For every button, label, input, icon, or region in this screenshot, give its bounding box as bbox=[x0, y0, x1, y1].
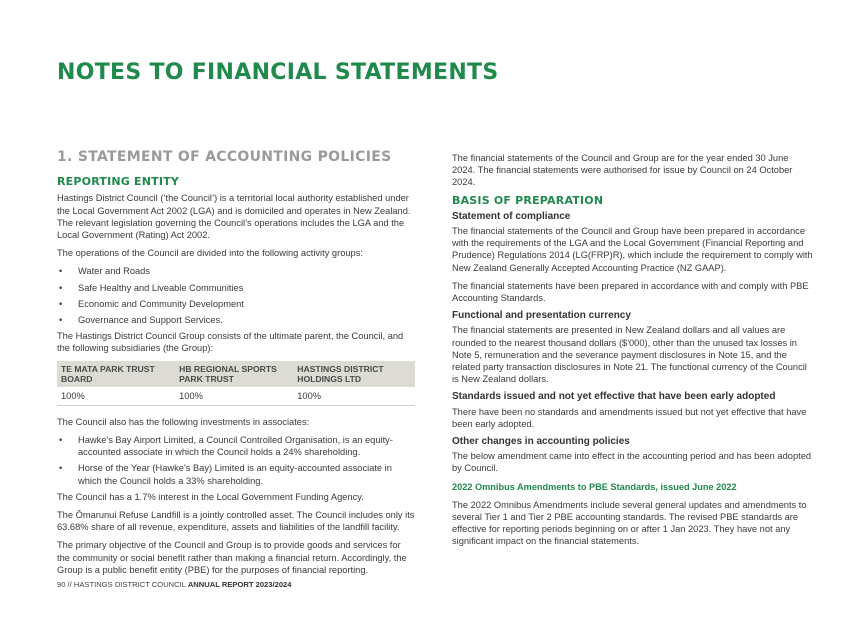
other-changes-heading: Other changes in accounting policies bbox=[452, 436, 630, 448]
footer-report-title: ANNUAL REPORT 2023/2024 bbox=[187, 580, 292, 589]
standards-heading: Standards issued and not yet effective that have been early adopted bbox=[452, 391, 776, 403]
reporting-entity-paragraph: Hastings District Council (‘the Council’) is a territorial local authority established under the Local Government Act 2002 (LGA) and is domiciled and operates in New Zealand. The relevant legislation governing the Council’s operations includes the LGA and the Local Government (Rating) Act 2002. bbox=[57, 193, 411, 241]
objective-paragraph: The primary objective of the Council and Group is to provide goods and services for the community or social benefit rather than making a financial return. Accordingly, the Group is a public benefit entity (PBE) for the purposes of financial reporting. bbox=[57, 540, 407, 575]
page-footer bbox=[57, 580, 292, 589]
compliance-heading: Statement of compliance bbox=[452, 210, 571, 222]
table-header: HASTINGS DISTRICT HOLDINGS LTD bbox=[293, 361, 415, 387]
list-item: • Horse of the Year (Hawke's Bay) Limited is an equity-accounted associate in which the Council holds a 33% shareholding. bbox=[57, 462, 415, 486]
list-item: • Water and Roads bbox=[57, 265, 415, 277]
footer-text: 90 // HASTINGS DISTRICT COUNCIL bbox=[57, 580, 188, 589]
table-header-row bbox=[57, 361, 415, 387]
associates-intro: The Council also has the following investments in associates: bbox=[57, 416, 310, 427]
reporting-entity-heading: REPORTING ENTITY bbox=[57, 175, 180, 189]
list-item: • Governance and Support Services. bbox=[57, 314, 415, 326]
table-header: TE MATA PARK TRUST BOARD bbox=[57, 361, 175, 387]
omnibus-heading: 2022 Omnibus Amendments to PBE Standards, issued June 2022 bbox=[452, 481, 737, 492]
list-item: • Safe Healthy and Liveable Communities bbox=[57, 282, 415, 294]
right-column bbox=[452, 152, 814, 554]
associates-list bbox=[57, 434, 415, 487]
landfill-paragraph: The Ōmarunui Refuse Landfill is a jointly controlled asset. The Council includes only its 63.68% share of all revenue, expenditure, assets and liabilities of the landfill facility. bbox=[57, 510, 415, 533]
table-cell: 100% bbox=[293, 387, 415, 406]
standards-paragraph: There have been no standards and amendments issued but not yet effective that have been early adopted. bbox=[452, 406, 807, 429]
page-title: NOTES TO FINANCIAL STATEMENTS bbox=[57, 60, 499, 85]
currency-paragraph: The financial statements are presented in New Zealand dollars and all values are rounded to the nearest thousand dollars ($'000), other than the unused tax losses in Note 5, remuneration and the severance payment disclosures in Note 15, and the related party transaction disclosures in Note 21. The functional currency of the Council is New Zealand dollars. bbox=[452, 325, 807, 385]
left-column bbox=[57, 151, 415, 582]
table-row bbox=[57, 387, 415, 406]
activity-groups-list bbox=[57, 265, 415, 326]
list-item: • Hawke's Bay Airport Limited, a Council Controlled Organisation, is an equity-accounted associate in which the Council holds a 24% shareholding. bbox=[57, 434, 415, 458]
lgfa-paragraph: The Council has a 1.7% interest in the Local Government Funding Agency. bbox=[57, 491, 364, 502]
table-cell: 100% bbox=[175, 387, 293, 406]
basis-heading: BASIS OF PREPARATION bbox=[452, 193, 604, 207]
table-header: HB REGIONAL SPORTS PARK TRUST bbox=[175, 361, 293, 387]
section-title: 1. STATEMENT OF ACCOUNTING POLICIES bbox=[57, 149, 392, 165]
group-intro: The Hastings District Council Group consists of the ultimate parent, the Council, and the following subsidiaries (the Group): bbox=[57, 331, 404, 354]
list-item: • Economic and Community Development bbox=[57, 298, 415, 310]
compliance-paragraph-1: The financial statements of the Council and Group have been prepared in accordance with the requirements of the LGA and the Local Government (Financial Reporting and Prudence) Regulations 2014 (LG(FRP)R), which include the requirement to comply with New Zealand Generally Accepted Accounting Practice (NZ GAAP). bbox=[452, 226, 813, 273]
activity-groups-intro: The operations of the Council are divided into the following activity groups: bbox=[57, 248, 363, 259]
compliance-paragraph-2: The financial statements have been prepared in accordance with and comply with PBE Accounting Standards. bbox=[452, 280, 809, 304]
intro-paragraph: The financial statements of the Council and Group are for the year ended 30 June 2024. The financial statements were authorised for issue by Council on 24 October 2024. bbox=[452, 153, 793, 188]
table-cell: 100% bbox=[57, 387, 175, 406]
omnibus-paragraph: The 2022 Omnibus Amendments include several general updates and amendments to several Tier 1 and Tier 2 PBE accounting standards. The revised PBE standards are effective for reporting periods beginning on or after 1 Jan 2023. They have not any significant impact on the financial statements. bbox=[452, 499, 807, 547]
subsidiaries-table bbox=[57, 361, 415, 406]
other-changes-paragraph: The below amendment came into effect in the accounting period and has been adopted by Council. bbox=[452, 451, 812, 474]
currency-heading: Functional and presentation currency bbox=[452, 310, 631, 322]
